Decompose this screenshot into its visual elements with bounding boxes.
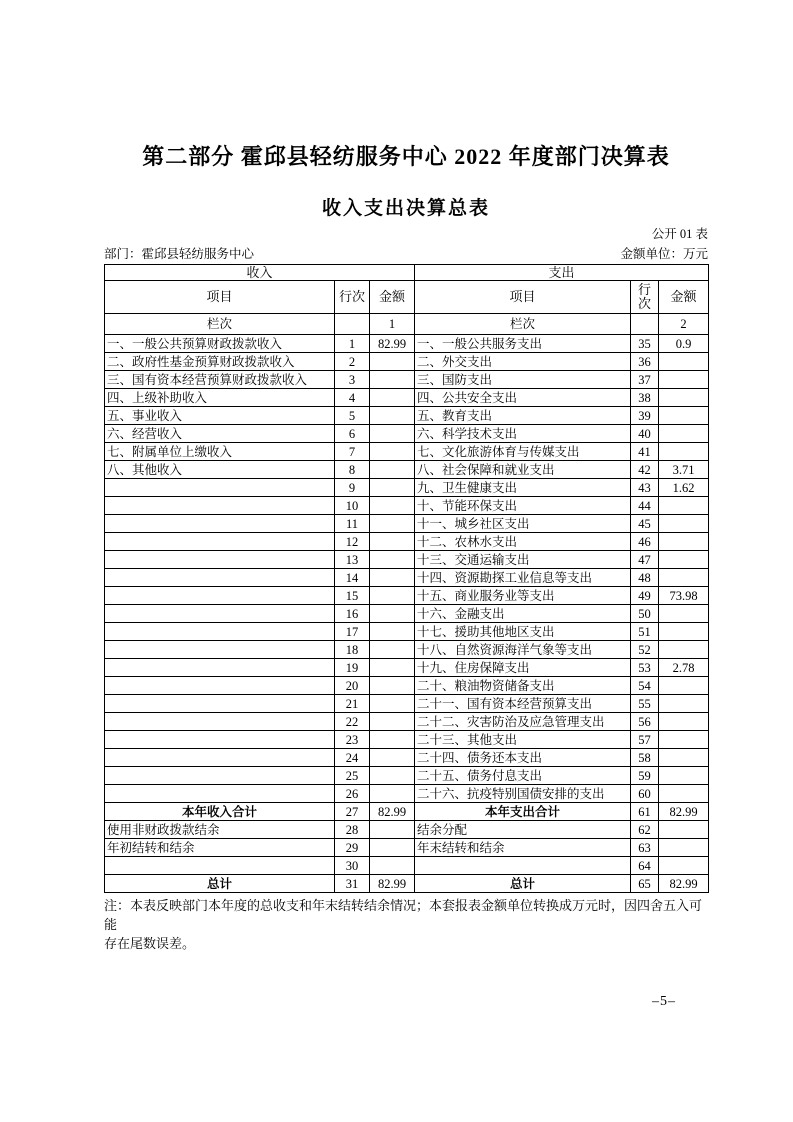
expense-item-cell: 十三、交通运输支出 xyxy=(415,551,631,569)
income-line-cell: 29 xyxy=(335,839,370,857)
income-amount-cell xyxy=(370,587,415,605)
income-line-cell: 2 xyxy=(335,353,370,371)
table-title: 收入支出决算总表 xyxy=(321,198,490,219)
expense-item-cell: 二十二、灾害防治及应急管理支出 xyxy=(415,713,631,731)
income-line-blank xyxy=(335,314,370,335)
table-row xyxy=(105,407,709,425)
expense-line-cell: 52 xyxy=(631,641,659,659)
expense-column-index: 2 xyxy=(659,314,709,335)
expense-amount-cell xyxy=(659,623,709,641)
table-row xyxy=(105,731,709,749)
expense-line-cell: 53 xyxy=(631,659,659,677)
expense-item-cell: 二十六、抗疫特别国债安排的支出 xyxy=(415,785,631,803)
income-line-cell: 13 xyxy=(335,551,370,569)
income-amount-cell: 82.99 xyxy=(370,803,415,821)
income-line-cell: 27 xyxy=(335,803,370,821)
income-section-header: 收入 xyxy=(105,265,415,281)
income-amount-cell: 82.99 xyxy=(370,335,415,353)
table-row xyxy=(105,641,709,659)
income-item-cell: 五、事业收入 xyxy=(105,407,335,425)
expense-amount-cell xyxy=(659,443,709,461)
expense-amount-cell xyxy=(659,605,709,623)
expense-amount-cell: 3.71 xyxy=(659,461,709,479)
income-amount-cell xyxy=(370,497,415,515)
income-item-cell xyxy=(105,731,335,749)
income-item-cell xyxy=(105,713,335,731)
income-item-cell: 三、国有资本经营预算财政拨款收入 xyxy=(105,371,335,389)
income-line-cell: 6 xyxy=(335,425,370,443)
expense-amount-cell xyxy=(659,713,709,731)
expense-line-cell: 38 xyxy=(631,389,659,407)
expense-line-cell: 46 xyxy=(631,533,659,551)
income-item-cell xyxy=(105,533,335,551)
expense-item-cell: 二十五、债务付息支出 xyxy=(415,767,631,785)
table-row xyxy=(105,839,709,857)
expense-line-blank xyxy=(631,314,659,335)
expense-amount-cell xyxy=(659,821,709,839)
income-item-cell xyxy=(105,659,335,677)
income-amount-cell xyxy=(370,767,415,785)
expense-line-cell: 50 xyxy=(631,605,659,623)
expense-amount-cell xyxy=(659,551,709,569)
income-amount-cell xyxy=(370,353,415,371)
income-amount-cell xyxy=(370,425,415,443)
income-item-cell: 总计 xyxy=(105,875,335,893)
income-item-cell xyxy=(105,587,335,605)
income-line-cell: 5 xyxy=(335,407,370,425)
income-amount-cell xyxy=(370,659,415,677)
income-line-cell: 15 xyxy=(335,587,370,605)
expense-line-cell: 37 xyxy=(631,371,659,389)
income-item-cell xyxy=(105,497,335,515)
income-item-cell: 二、政府性基金预算财政拨款收入 xyxy=(105,353,335,371)
expense-amount-header: 金额 xyxy=(659,281,709,314)
expense-amount-cell xyxy=(659,407,709,425)
income-line-cell: 25 xyxy=(335,767,370,785)
income-item-cell xyxy=(105,677,335,695)
table-row xyxy=(105,623,709,641)
expense-item-cell: 二十一、国有资本经营预算支出 xyxy=(415,695,631,713)
expense-line-cell: 49 xyxy=(631,587,659,605)
expense-item-cell: 二、外交支出 xyxy=(415,353,631,371)
table-row xyxy=(105,875,709,893)
income-line-header: 行次 xyxy=(335,281,370,314)
table-row xyxy=(105,497,709,515)
expense-line-cell: 40 xyxy=(631,425,659,443)
table-row xyxy=(105,461,709,479)
expense-column-index-label: 栏次 xyxy=(415,314,631,335)
expense-line-cell: 55 xyxy=(631,695,659,713)
expense-item-cell: 十九、住房保障支出 xyxy=(415,659,631,677)
income-amount-cell xyxy=(370,677,415,695)
page-content xyxy=(104,0,708,953)
expense-amount-cell xyxy=(659,515,709,533)
section-header-row xyxy=(105,265,709,281)
expense-amount-cell: 82.99 xyxy=(659,803,709,821)
expense-line-cell: 41 xyxy=(631,443,659,461)
expense-amount-cell xyxy=(659,785,709,803)
expense-amount-cell xyxy=(659,749,709,767)
table-row xyxy=(105,821,709,839)
income-line-cell: 12 xyxy=(335,533,370,551)
table-row xyxy=(105,803,709,821)
income-item-header: 项目 xyxy=(105,281,335,314)
income-line-cell: 17 xyxy=(335,623,370,641)
income-item-cell xyxy=(105,695,335,713)
table-row xyxy=(105,371,709,389)
income-amount-cell xyxy=(370,821,415,839)
income-item-cell: 本年收入合计 xyxy=(105,803,335,821)
income-amount-cell xyxy=(370,479,415,497)
income-line-cell: 14 xyxy=(335,569,370,587)
income-line-cell: 7 xyxy=(335,443,370,461)
income-item-cell: 年初结转和结余 xyxy=(105,839,335,857)
expense-line-cell: 35 xyxy=(631,335,659,353)
expense-item-cell: 十八、自然资源海洋气象等支出 xyxy=(415,641,631,659)
income-line-cell: 20 xyxy=(335,677,370,695)
income-amount-cell xyxy=(370,461,415,479)
column-header-row xyxy=(105,281,709,314)
income-line-cell: 18 xyxy=(335,641,370,659)
expense-amount-cell xyxy=(659,353,709,371)
income-item-cell xyxy=(105,623,335,641)
income-item-cell xyxy=(105,767,335,785)
expense-line-cell: 45 xyxy=(631,515,659,533)
income-line-cell: 26 xyxy=(335,785,370,803)
income-line-cell: 8 xyxy=(335,461,370,479)
income-line-cell: 3 xyxy=(335,371,370,389)
expense-line-cell: 64 xyxy=(631,857,659,875)
table-row xyxy=(105,857,709,875)
income-amount-cell xyxy=(370,623,415,641)
income-amount-cell xyxy=(370,407,415,425)
table-row xyxy=(105,389,709,407)
table-row xyxy=(105,677,709,695)
income-amount-cell xyxy=(370,371,415,389)
income-amount-header: 金额 xyxy=(370,281,415,314)
income-item-cell xyxy=(105,515,335,533)
table-row xyxy=(105,713,709,731)
income-amount-cell xyxy=(370,713,415,731)
expense-amount-cell xyxy=(659,695,709,713)
income-item-cell: 七、附属单位上缴收入 xyxy=(105,443,335,461)
table-row xyxy=(105,785,709,803)
expense-item-cell: 五、教育支出 xyxy=(415,407,631,425)
income-item-cell xyxy=(105,569,335,587)
income-amount-cell xyxy=(370,533,415,551)
expense-line-cell: 56 xyxy=(631,713,659,731)
income-amount-cell xyxy=(370,731,415,749)
income-line-cell: 4 xyxy=(335,389,370,407)
expense-item-cell: 十六、金融支出 xyxy=(415,605,631,623)
expense-amount-cell xyxy=(659,371,709,389)
expense-item-cell: 结余分配 xyxy=(415,821,631,839)
income-amount-cell xyxy=(370,695,415,713)
income-line-cell: 9 xyxy=(335,479,370,497)
expense-item-cell: 一、一般公共服务支出 xyxy=(415,335,631,353)
department-label: 部门：霍邱县轻纺服务中心 xyxy=(104,247,255,261)
table-row xyxy=(105,479,709,497)
expense-item-cell xyxy=(415,857,631,875)
income-amount-cell xyxy=(370,857,415,875)
income-item-cell: 一、一般公共预算财政拨款收入 xyxy=(105,335,335,353)
income-line-cell: 1 xyxy=(335,335,370,353)
expense-amount-cell xyxy=(659,497,709,515)
table-row xyxy=(105,353,709,371)
expense-item-cell: 二十、粮油物资储备支出 xyxy=(415,677,631,695)
expense-amount-cell: 1.62 xyxy=(659,479,709,497)
income-amount-cell xyxy=(370,605,415,623)
unit-label: 金额单位：万元 xyxy=(620,247,708,261)
table-row xyxy=(105,695,709,713)
expense-line-cell: 57 xyxy=(631,731,659,749)
page-title: 第二部分 霍邱县轻纺服务中心 2022 年度部门决算表 xyxy=(142,144,670,169)
income-item-cell: 八、其他收入 xyxy=(105,461,335,479)
expense-item-cell: 四、公共安全支出 xyxy=(415,389,631,407)
income-amount-cell xyxy=(370,839,415,857)
income-amount-cell xyxy=(370,569,415,587)
expense-item-header: 项目 xyxy=(415,281,631,314)
income-item-cell xyxy=(105,785,335,803)
table-row xyxy=(105,425,709,443)
income-column-index-label: 栏次 xyxy=(105,314,335,335)
expense-amount-cell xyxy=(659,569,709,587)
expense-amount-cell xyxy=(659,767,709,785)
income-item-cell xyxy=(105,641,335,659)
expense-amount-cell xyxy=(659,857,709,875)
income-line-cell: 10 xyxy=(335,497,370,515)
expense-amount-cell xyxy=(659,641,709,659)
expense-line-cell: 51 xyxy=(631,623,659,641)
footnote-line1: 注：本表反映部门本年度的总收支和年末结转结余情况；本套报表金额单位转换成万元时，因四舍五入可能 xyxy=(104,898,703,932)
expense-item-cell: 十七、援助其他地区支出 xyxy=(415,623,631,641)
income-column-index: 1 xyxy=(370,314,415,335)
income-amount-cell xyxy=(370,551,415,569)
expense-item-cell: 本年支出合计 xyxy=(415,803,631,821)
income-item-cell xyxy=(105,551,335,569)
expense-amount-cell xyxy=(659,389,709,407)
expense-amount-cell: 2.78 xyxy=(659,659,709,677)
table-row xyxy=(105,767,709,785)
expense-line-cell: 62 xyxy=(631,821,659,839)
expense-item-cell: 九、卫生健康支出 xyxy=(415,479,631,497)
expense-item-cell: 十一、城乡社区支出 xyxy=(415,515,631,533)
expense-item-cell: 八、社会保障和就业支出 xyxy=(415,461,631,479)
expense-line-header: 行次 xyxy=(631,281,659,314)
form-number: 公开 01 表 xyxy=(651,227,708,241)
meta-row xyxy=(104,246,708,262)
income-amount-cell: 82.99 xyxy=(370,875,415,893)
table-row xyxy=(105,551,709,569)
income-line-cell: 31 xyxy=(335,875,370,893)
expense-amount-cell xyxy=(659,425,709,443)
table-row xyxy=(105,533,709,551)
expense-item-cell: 七、文化旅游体育与传媒支出 xyxy=(415,443,631,461)
table-row xyxy=(105,443,709,461)
expense-line-cell: 60 xyxy=(631,785,659,803)
table-row xyxy=(105,515,709,533)
expense-line-cell: 58 xyxy=(631,749,659,767)
income-expense-table xyxy=(104,264,709,893)
income-line-cell: 23 xyxy=(335,731,370,749)
expense-item-cell: 六、科学技术支出 xyxy=(415,425,631,443)
income-item-cell: 使用非财政拨款结余 xyxy=(105,821,335,839)
expense-item-cell: 十、节能环保支出 xyxy=(415,497,631,515)
income-item-cell xyxy=(105,479,335,497)
income-item-cell: 六、经营收入 xyxy=(105,425,335,443)
table-row xyxy=(105,587,709,605)
income-line-cell: 11 xyxy=(335,515,370,533)
income-item-cell xyxy=(105,749,335,767)
expense-line-cell: 39 xyxy=(631,407,659,425)
expense-line-cell: 44 xyxy=(631,497,659,515)
expense-item-cell: 十五、商业服务业等支出 xyxy=(415,587,631,605)
income-amount-cell xyxy=(370,749,415,767)
income-amount-cell xyxy=(370,785,415,803)
expense-item-cell: 十四、资源勘探工业信息等支出 xyxy=(415,569,631,587)
table-row xyxy=(105,569,709,587)
expense-item-cell: 三、国防支出 xyxy=(415,371,631,389)
income-item-cell xyxy=(105,605,335,623)
income-line-cell: 30 xyxy=(335,857,370,875)
table-body xyxy=(105,265,709,893)
expense-item-cell: 二十三、其他支出 xyxy=(415,731,631,749)
income-line-cell: 16 xyxy=(335,605,370,623)
income-line-cell: 21 xyxy=(335,695,370,713)
income-line-cell: 19 xyxy=(335,659,370,677)
expense-line-cell: 61 xyxy=(631,803,659,821)
expense-amount-cell xyxy=(659,839,709,857)
expense-amount-cell: 73.98 xyxy=(659,587,709,605)
income-amount-cell xyxy=(370,515,415,533)
expense-line-cell: 63 xyxy=(631,839,659,857)
expense-item-cell: 二十四、债务还本支出 xyxy=(415,749,631,767)
income-line-cell: 28 xyxy=(335,821,370,839)
income-amount-cell xyxy=(370,641,415,659)
footnote xyxy=(104,896,708,953)
column-index-row xyxy=(105,314,709,335)
expense-section-header: 支出 xyxy=(415,265,709,281)
income-line-cell: 22 xyxy=(335,713,370,731)
page-number: –5– xyxy=(652,994,676,1009)
expense-line-cell: 48 xyxy=(631,569,659,587)
expense-amount-cell xyxy=(659,533,709,551)
income-line-cell: 24 xyxy=(335,749,370,767)
income-item-cell: 四、上级补助收入 xyxy=(105,389,335,407)
table-row xyxy=(105,335,709,353)
expense-item-cell: 年末结转和结余 xyxy=(415,839,631,857)
expense-line-cell: 54 xyxy=(631,677,659,695)
expense-line-cell: 47 xyxy=(631,551,659,569)
expense-line-cell: 36 xyxy=(631,353,659,371)
table-row xyxy=(105,605,709,623)
expense-item-cell: 十二、农林水支出 xyxy=(415,533,631,551)
income-amount-cell xyxy=(370,443,415,461)
expense-line-cell: 42 xyxy=(631,461,659,479)
expense-amount-cell: 0.9 xyxy=(659,335,709,353)
table-row xyxy=(105,749,709,767)
expense-amount-cell xyxy=(659,731,709,749)
footnote-line2: 存在尾数误差。 xyxy=(104,936,196,951)
table-row xyxy=(105,659,709,677)
expense-line-cell: 59 xyxy=(631,767,659,785)
expense-line-cell: 43 xyxy=(631,479,659,497)
expense-item-cell: 总计 xyxy=(415,875,631,893)
expense-line-cell: 65 xyxy=(631,875,659,893)
income-item-cell xyxy=(105,857,335,875)
expense-amount-cell xyxy=(659,677,709,695)
income-amount-cell xyxy=(370,389,415,407)
expense-amount-cell: 82.99 xyxy=(659,875,709,893)
